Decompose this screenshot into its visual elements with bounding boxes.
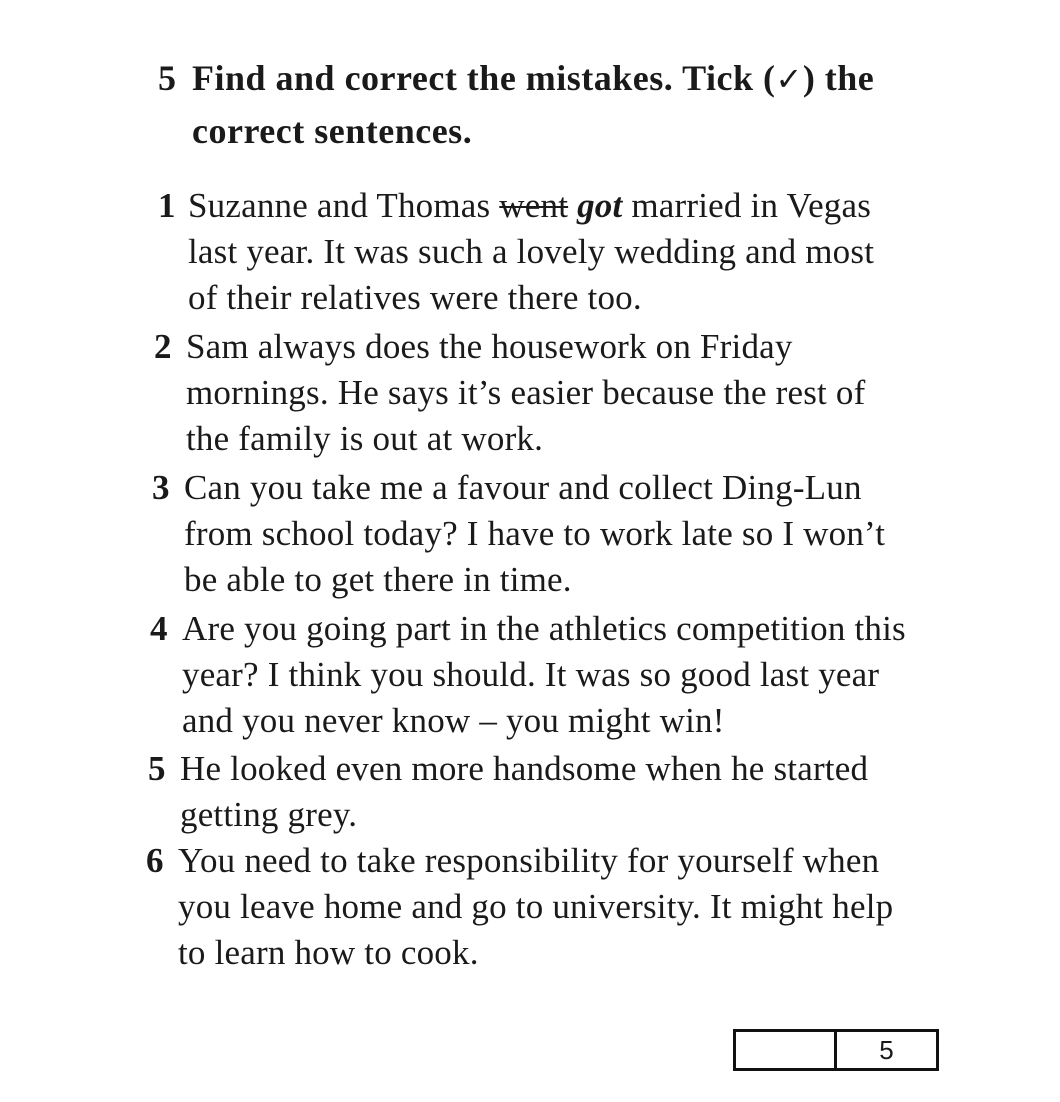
- sentence-text: last year. It was such a lovely wedding and most: [188, 232, 875, 271]
- sentence-number: 2: [154, 327, 172, 366]
- sentence-text: the family is out at work.: [186, 419, 544, 458]
- sentence-text: year? I think you should. It was so good last year: [182, 655, 880, 694]
- exercise-heading: [158, 52, 978, 157]
- sentence-text: Can you take me a favour and collect Ding-Lun: [184, 468, 862, 507]
- heading-text-part2: ) the: [802, 58, 875, 98]
- sentence-text: from school today? I have to work late so I won’t: [184, 514, 886, 553]
- sentence-item-4: [150, 606, 1020, 744]
- tick-icon: ✓: [775, 60, 803, 98]
- heading-text-part1: Find and correct the mistakes. Tick (: [192, 58, 776, 98]
- sentence-text: You need to take responsibility for yourself when: [178, 841, 880, 880]
- sentence-item-3: [152, 465, 992, 603]
- sentence-item-1: [158, 183, 988, 321]
- heading-text-line2: correct sentences.: [192, 111, 473, 151]
- struck-word: went: [499, 186, 569, 225]
- sentence-text: mornings. He says it’s easier because the rest of: [186, 373, 866, 412]
- sentence-number: 6: [146, 841, 164, 880]
- sentence-text: married in Vegas: [622, 186, 872, 225]
- sentence-text: to learn how to cook.: [178, 933, 479, 972]
- sentence-text: and you never know – you might win!: [182, 701, 725, 740]
- score-entry-field[interactable]: [736, 1032, 837, 1068]
- sentence-number: 5: [148, 749, 166, 788]
- sentence-text: getting grey.: [180, 795, 358, 834]
- sentence-text: be able to get there in time.: [184, 560, 572, 599]
- sentence-text: Sam always does the housework on Friday: [186, 327, 793, 366]
- sentence-number: 1: [158, 186, 176, 225]
- sentence-number: 3: [152, 468, 170, 507]
- sentence-item-5: [148, 746, 988, 838]
- sentence-text: you leave home and go to university. It might help: [178, 887, 894, 926]
- exercise-number: 5: [158, 58, 177, 98]
- sentence-item-6: [146, 838, 1016, 976]
- score-box: [733, 1029, 939, 1071]
- sentence-text: He looked even more handsome when he started: [180, 749, 869, 788]
- sentence-text: Are you going part in the athletics competition this: [182, 609, 906, 648]
- sentence-text: Suzanne and Thomas: [188, 186, 500, 225]
- sentence-item-2: [154, 324, 984, 462]
- score-total: 5: [879, 1035, 894, 1065]
- sentence-text: of their relatives were there too.: [188, 278, 642, 317]
- sentence-number: 4: [150, 609, 168, 648]
- correction-word: got: [577, 186, 623, 225]
